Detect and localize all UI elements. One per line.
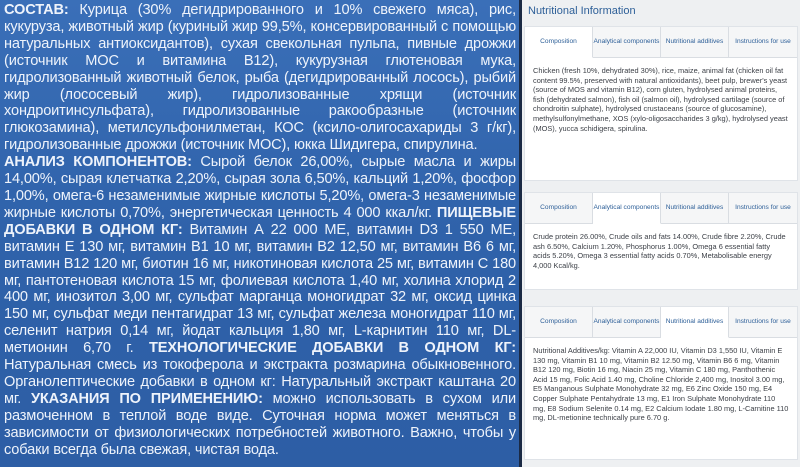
tab-composition[interactable]: Composition — [525, 27, 593, 58]
tab-analytical-components[interactable]: Analytical components — [593, 27, 661, 57]
tab-analytical-components[interactable]: Analytical components — [593, 193, 661, 224]
nutrition-panel — [522, 0, 800, 467]
tab-composition[interactable]: Composition — [525, 193, 593, 223]
tab-instructions-for-use[interactable]: Instructions for use — [729, 193, 797, 223]
tab-bar — [525, 193, 797, 224]
tab-instructions-for-use[interactable]: Instructions for use — [729, 27, 797, 57]
label-text: СОСТАВ: Курица (30% дегидрированного и 10% свежего мяса), рис, кукуруза, животный жир (куриный жир 99,5%, консервированный с помощью натуральных антиоксидантов), сухая свекольная пульпа, пивные дрожжи (источник МОС и витамина В12), кукурузная глютеновая мука, гидролизованный животный белок, рыба (дегидрированный лосось), рыбий жир (лососевый жир), гидролизованные хрящи (источник хондроитинсульфата), гидролизованные ракообразные (источник глюкозамина), метилсульфонилметан, КОС (ксило-олигосахариды 3 г/кг), гидролизованные дрожжи (источник МОС), юкка Шидигера, спирулина. АНАЛИЗ КОМПОНЕНТОВ: Сырой белок 26,00%, сырые масла и жиры 14,00%, сырая клетчатка 2,20%, сырая зола 6,50%, кальций 1,20%, фосфор 1,00%, омега-6 незаменимые жирные кислоты 5,20%, омега-3 незаменимые жирные кислоты 0,70%, энергетическая ценность 4 000 ккал/кг. ПИЩЕВЫЕ ДОБАВКИ В ОДНОМ КГ: Витамин А 22 000 МЕ, витамин D3 1 550 МЕ, витамин Е 130 мг, витамин В1 10 мг, витамин В2 12,50 мг, витамин В6 6 мг, витамин В12 120 мг, биотин 16 мг, никотиновая кислота 25 мг, витамин С 180 мг, пантотеновая кислота 15 мг, фолиевая кислота 1,40 мг, холина хлорид 2 400 мг, инозитол 3,00 мг, сульфат марганца моногидрат 32 мг, оксид цинка 150 мг, сульфат меди пентагидрат 13 мг, сульфат железа моногидрат 110 мг, селенит натрия 0,14 мг, йодат кальция 1,80 мг, L-карнитин 110 мг, DL-метионин 6,70 г. ТЕХНОЛОГИЧЕСКИЕ ДОБАВКИ В ОДНОМ КГ: Натуральная смесь из токоферола и экстракта розмарина обыкновенного. Органолептические добавки в одном кг: Натуральный экстракт каштана 20 мг. УКАЗАНИЯ ПО ПРИМЕНЕНИЮ: можно использовать в сухом или размоченном в теплой воде виде. Суточная норма может меняться в зависимости от физиологических потребностей животного. Важно, чтобы у собаки всегда была свежая, чистая вода. — [4, 2, 516, 458]
tab-nutritional-additives[interactable]: Nutritional additives — [661, 307, 729, 338]
tab-nutritional-additives[interactable]: Nutritional additives — [661, 193, 729, 223]
card-text: Crude protein 26.00%, Crude oils and fats 14.00%, Crude fibre 2.20%, Crude ash 6.50%, Calcium 1.20%, Phosphorus 1.00%, Omega 6 essential fatty acids 5.20%, Omega 3 essential fatty acids 0.70%, Metabolisable energy 4,000 Kcal/kg. — [533, 232, 786, 270]
composition-card — [524, 26, 798, 181]
card-text: Chicken (fresh 10%, dehydrated 30%), rice, maize, animal fat (chicken oil fat content 99.5%, preserved with natural antioxidants), beet pulp, brewer's yeast (source of MOS and vitamin B12), corn gluten, hydrolysed animal proteins, fish (dehydrated salmon), fish oil (salmon oil), hydrolysed cartilage (source of chondroitin sulphate), hydrolysed crustaceans (source of glucosamine), methylsulfonylmethane, XOS (xylo-oligosaccharides 3 g/kg), hydrolysed yeast (MOS), yucca schidigera, spirulina. — [533, 66, 788, 133]
additives-card — [524, 306, 798, 460]
card-text: Nutritional Additives/kg: Vitamin A 22,000 IU, Vitamin D3 1,550 IU, Vitamin E 130 mg, Vitamin B1 10 mg, Vitamin B2 12.50 mg, Vitamin B6 6 mg, Vitamin B12 120 mg, Biotin 16 mg, Niacin 25 mg, Vitamin C 180 mg, Panthothenic Acid 15 mg, Folic Acid 1.40 mg, Choline Chloride 2,400 mg, Inositol 3.00 mg, E5 Manganous Sulphate Monohydrate 32 mg, E6 Zinc Oxide 150 mg, E4 Copper Sulphate Pentahydrate 13 mg, E1 Iron Sulphate Monohydrate 110 mg, E8 Sodium Selenite 0.14 mg, E2 Calcium Iodate 1.80 mg, L-Carnitine 110 mg, DL-metionine technically pure 6.70 g. — [533, 346, 789, 423]
panel-title: Nutritional Information — [528, 5, 636, 17]
tab-instructions-for-use[interactable]: Instructions for use — [729, 307, 797, 337]
tab-analytical-components[interactable]: Analytical components — [593, 307, 661, 337]
tab-bar — [525, 27, 797, 58]
tab-composition[interactable]: Composition — [525, 307, 593, 337]
tab-nutritional-additives[interactable]: Nutritional additives — [661, 27, 729, 57]
tab-bar — [525, 307, 797, 338]
analytical-card — [524, 192, 798, 290]
